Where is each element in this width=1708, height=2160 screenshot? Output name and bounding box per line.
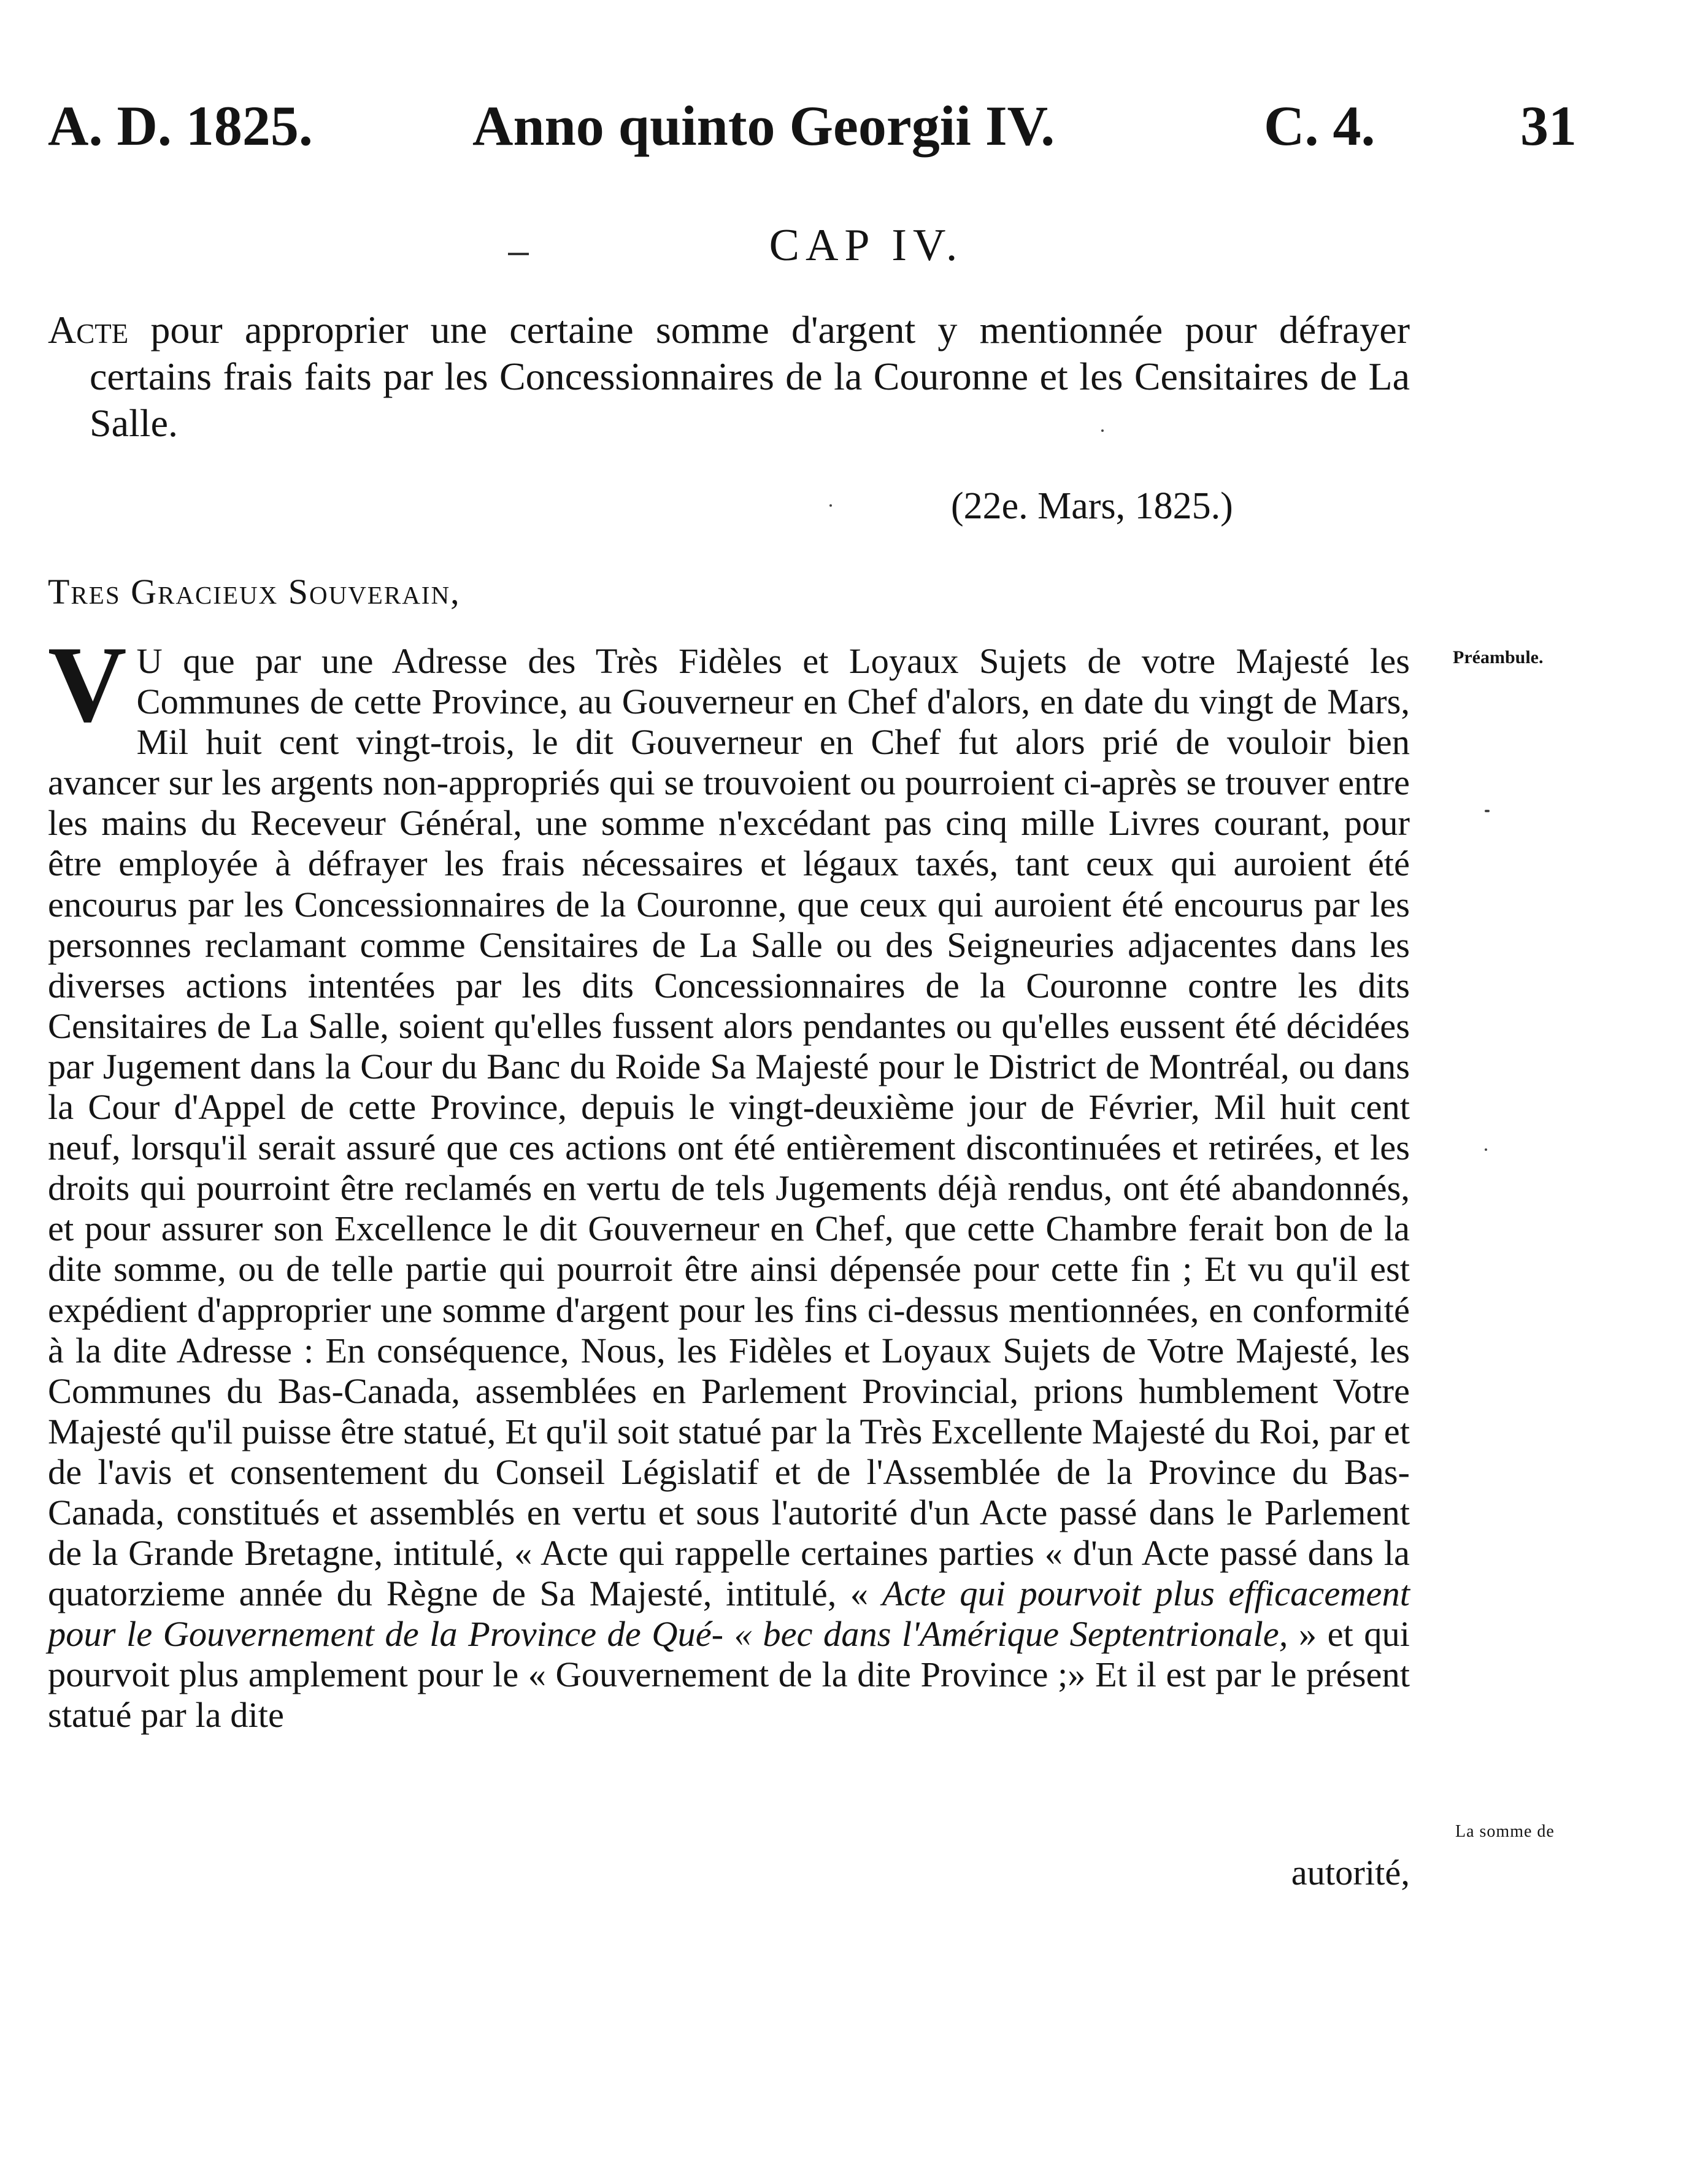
body-text-italic-title: Acte qui pourvoit plus efficacement pour le Gouvernement de la Province de Qué- « bec dans l'Amérique Septentrionale, [48,1574,1410,1655]
salutation: Tres Gracieux Souverain, [48,572,461,612]
margin-note-somme: La somme de [1455,1822,1555,1841]
chapter-heading: CAP IV. [769,220,964,271]
page-number: 31 [1520,94,1577,157]
ink-speck [829,504,832,507]
ink-speck [1101,429,1104,432]
running-head-title: Anno quinto Georgii IV. [472,94,1055,157]
body-text-main: U que par une Adresse des Très Fidèles et Loyaux Sujets de votre Majesté les Communes de cette Province, au Gouverneur en Chef d'alors, en date du vingt de Mars, Mil huit cent vingt-trois, le dit Gouverneur en Chef fut alors prié de vouloir bien avancer sur les argents non-appropriés qui se trouvoient ou pourroient ci-après se trouver entre les mains du Receveur Général, une somme n'excédant pas cinq mille Livres courant, pour être employée à défrayer les frais nécessaires et légaux taxés, tant ceux qui auroient été encourus par les Concessionnaires de la Couronne, que ceux qui auroient été encourus par les personnes reclamant comme Censitaires de La Salle ou des Seigneuries adjacentes dans les diverses actions intentées par les dits Concessionnaires de la Couronne contre les dits Censitaires de La Salle, soient qu'elles fussent alors pendantes ou qu'elles eussent été décidées par Jugement dans la Cour du Banc du Roide Sa Majesté pour le District de Montréal, ou dans la Cour d'Appel de cette Province, depuis le vingt-deuxième jour de Février, Mil huit cent neuf, lorsqu'il serait assuré que ces actions ont été entièrement discontinuées et retirées, et les droits qui pourroint être reclamés en vertu de tels Jugements déjà rendus, ont été abandonnés, et pour assurer son Excellence le dit Gouverneur en Chef, que cette Chambre ferait bon de la dite somme, ou de telle partie qui pourroit être ainsi dépensée pour cette fin ; Et vu qu'il est expédient d'approprier une somme d'argent pour les fins ci-dessus mentionnées, en conformité à la dite Adresse : En conséquence, Nous, les Fidèles et Loyaux Sujets de Votre Majesté, les Communes du Bas-Canada, assemblées en Parlement Provincial, prions humblement Votre Majesté qu'il puisse être statué, Et qu'il soit statué par la Très Excellente Majesté du Roi, par et de l'avis et consentement du Conseil Législatif et de l'Assemblée de la Province du Bas-Canada, constitués et assemblés en vertu et sous l'autorité d'un Acte passé dans le Parlement de la Grande Bretagne, intitulé, « Acte qui rappelle certaines parties « d'un Acte passé dans la quatorzieme année du Règne de Sa Majesté, intitulé, « [48,641,1410,1614]
act-title [48,307,1410,447]
ink-speck [1485,810,1490,812]
running-head-chapter: C. 4. [1264,94,1375,157]
act-date: (22e. Mars, 1825.) [951,485,1233,527]
body-text-end: » et qui pourvoit plus amplement pour le « Gouvernement de la dite Province ;» Et il est par le présent statué par la dite [48,1614,1410,1735]
ink-speck [1485,1148,1487,1151]
closing-word: autorité, [1291,1853,1410,1893]
drop-cap: V [48,623,127,745]
act-title-text: pour approprier une certaine somme d'argent y mentionnée pour défrayer certains frais faits par les Concessionnaires de la Couronne et les Censitaires de La Salle. [90,308,1410,445]
running-head [43,86,1614,166]
body-paragraph [48,623,1410,1736]
margin-note-preamble: Préambule. [1453,647,1544,667]
running-head-year: A. D. 1825. [48,94,313,157]
act-title-lead: Acte [48,308,129,352]
